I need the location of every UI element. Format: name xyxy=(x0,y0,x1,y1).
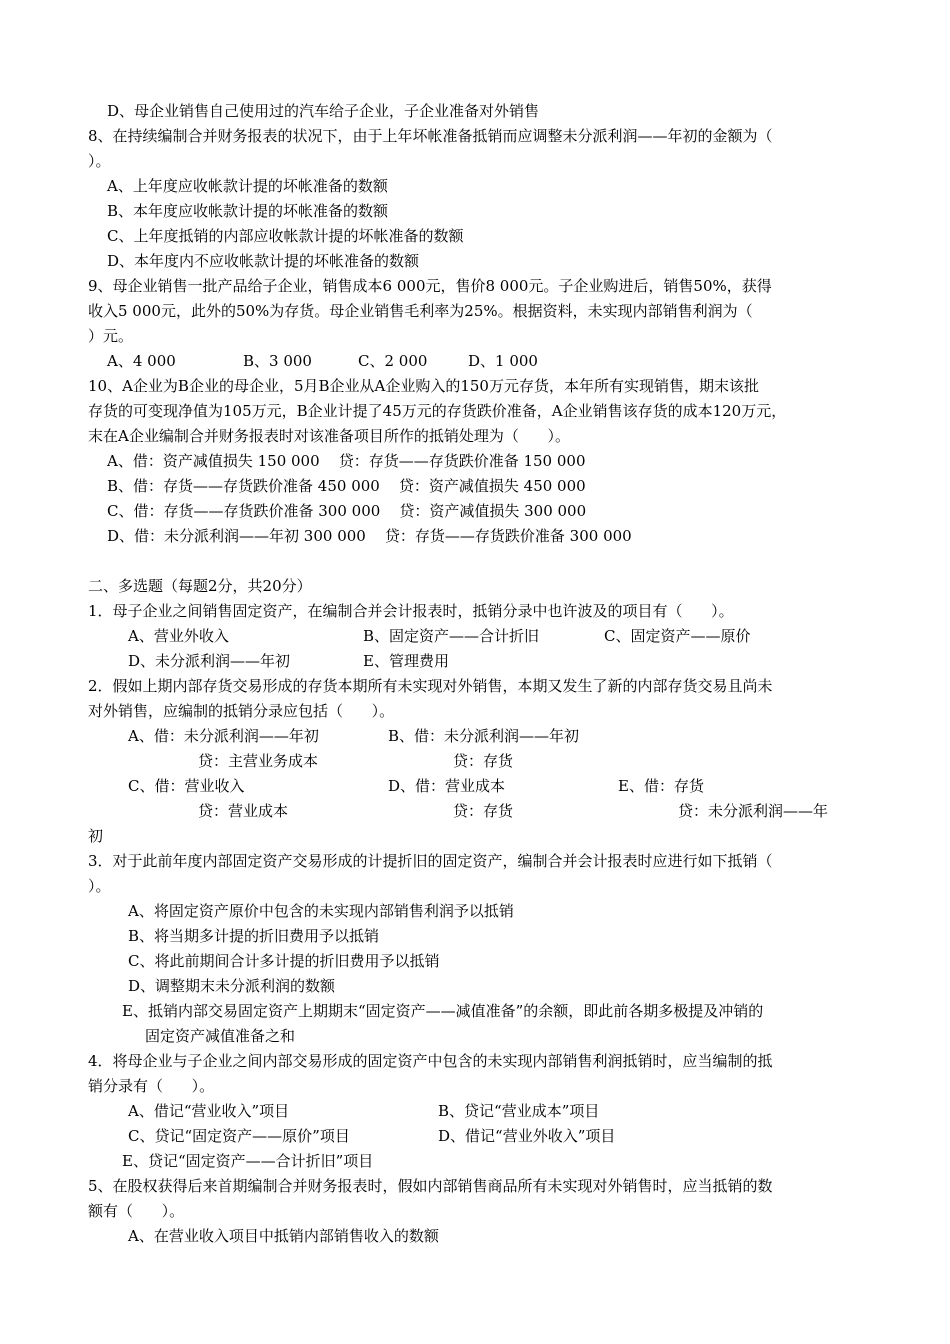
q9-option-a: A、4 000 xyxy=(107,352,176,370)
q8-option-c: C、上年度抵销的内部应收帐款计提的坏帐准备的数额 xyxy=(107,227,464,245)
q10-stem-3: 末在A企业编制合并财务报表时对该准备项目所作的抵销处理为（ ）。 xyxy=(88,427,570,445)
mq2-option-e-debit: E、借：存货 xyxy=(618,777,704,795)
mq4-option-d: D、借记“营业外收入”项目 xyxy=(438,1127,616,1145)
mq1-option-b: B、固定资产——合计折旧 xyxy=(363,627,540,645)
mq3-option-b: B、将当期多计提的折旧费用予以抵销 xyxy=(128,927,380,945)
mq5-option-a: A、在营业收入项目中抵销内部销售收入的数额 xyxy=(128,1227,439,1245)
mq2-option-e-credit-wrap: 初 xyxy=(88,827,104,845)
mq1-option-c: C、固定资产——原价 xyxy=(604,627,751,645)
mq3-option-e-wrap: 固定资产减值准备之和 xyxy=(145,1027,296,1045)
mq3-stem: 3．对于此前年度内部固定资产交易形成的计提折旧的固定资产，编制合并会计报表时应进行如下抵销（ xyxy=(88,852,773,870)
mq2-option-d-debit: D、借：营业成本 xyxy=(388,777,506,795)
mq5-stem-2: 额有（ ）。 xyxy=(88,1202,185,1220)
mq1-option-e: E、管理费用 xyxy=(363,652,449,670)
mq2-stem-2: 对外销售，应编制的抵销分录应包括（ ）。 xyxy=(88,702,395,720)
q8-stem: 8、在持续编制合并财务报表的状况下，由于上年坏帐准备抵销而应调整未分派利润——年初的金额为（ xyxy=(88,127,773,145)
mq3-option-a: A、将固定资产原价中包含的未实现内部销售利润予以抵销 xyxy=(128,902,514,920)
q10-option-c: C、借：存货——存货跌价准备 300 000 贷：资产减值损失 300 000 xyxy=(107,502,587,520)
mq4-option-c: C、贷记“固定资产——原价”项目 xyxy=(128,1127,350,1145)
mq2-option-a-credit: 贷：主营业务成本 xyxy=(198,752,319,770)
q10-option-a: A、借：资产减值损失 150 000 贷：存货——存货跌价准备 150 000 xyxy=(107,452,586,470)
mq1-option-a: A、营业外收入 xyxy=(128,627,229,645)
mq2-option-c-debit: C、借：营业收入 xyxy=(128,777,245,795)
q8-option-a: A、上年度应收帐款计提的坏帐准备的数额 xyxy=(107,177,388,195)
mq4-option-e: E、贷记“固定资产——合计折旧”项目 xyxy=(122,1152,374,1170)
mq2-option-d-credit: 贷：存货 xyxy=(453,802,514,820)
q9-stem-end: ）元。 xyxy=(88,327,134,345)
mq2-option-a-debit: A、借：未分派利润——年初 xyxy=(128,727,319,745)
q9-option-c: C、2 000 xyxy=(358,352,428,370)
mq1-option-d: D、未分派利润——年初 xyxy=(128,652,291,670)
q9-option-d: D、1 000 xyxy=(468,352,538,370)
q9-stem-2: 收入5 000元，此外的50%为存货。母企业销售毛利率为25%。根据资料，未实现内部销售利润为（ xyxy=(88,302,753,320)
mq5-stem: 5、在股权获得后来首期编制合并财务报表时，假如内部销售商品所有未实现对外销售时，应当抵销的数 xyxy=(88,1177,773,1195)
q7-option-d: D、母企业销售自己使用过的汽车给子企业，子企业准备对外销售 xyxy=(107,102,540,120)
q9-stem: 9、母企业销售一批产品给子企业，销售成本6 000元，售价8 000元。子企业购进后，销售50%，获得 xyxy=(88,277,772,295)
mq3-stem-end: ）。 xyxy=(88,877,111,895)
q10-option-b: B、借：存货——存货跌价准备 450 000 贷：资产减值损失 450 000 xyxy=(107,477,586,495)
mq2-option-e-credit: 贷：未分派利润——年 xyxy=(678,802,829,820)
q8-option-b: B、本年度应收帐款计提的坏帐准备的数额 xyxy=(107,202,389,220)
mq2-option-b-debit: B、借：未分派利润——年初 xyxy=(388,727,580,745)
q8-stem-end: ）。 xyxy=(88,152,111,170)
mq2-option-b-credit: 贷：存货 xyxy=(453,752,514,770)
q9-option-b: B、3 000 xyxy=(243,352,312,370)
q10-stem-2: 存货的可变现净值为105万元，B企业计提了45万元的存货跌价准备，A企业销售该存货的成本120万元， xyxy=(88,402,787,420)
q8-option-d: D、本年度内不应收帐款计提的坏帐准备的数额 xyxy=(107,252,420,270)
section-heading-multiple-choice: 二、多选题（每题2分，共20分） xyxy=(88,577,312,595)
mq2-stem: 2．假如上期内部存货交易形成的存货本期所有未实现对外销售，本期又发生了新的内部存货交易且尚未 xyxy=(88,677,773,695)
mq4-stem-2: 销分录有（ ）。 xyxy=(88,1077,215,1095)
q10-stem: 10、A企业为B企业的母企业，5月B企业从A企业购入的150万元存货，本年所有实现销售，期末该批 xyxy=(88,377,759,395)
mq1-stem: 1．母子企业之间销售固定资产，在编制合并会计报表时，抵销分录中也许波及的项目有（ ）。 xyxy=(88,602,734,620)
mq4-option-b: B、贷记“营业成本”项目 xyxy=(438,1102,600,1120)
mq3-option-e: E、抵销内部交易固定资产上期期末“固定资产——减值准备”的余额，即此前各期多极提及冲销的 xyxy=(122,1002,764,1020)
mq3-option-c: C、将此前期间合计多计提的折旧费用予以抵销 xyxy=(128,952,440,970)
mq4-option-a: A、借记“营业收入”项目 xyxy=(128,1102,290,1120)
mq2-option-c-credit: 贷：营业成本 xyxy=(198,802,289,820)
mq3-option-d: D、调整期末未分派利润的数额 xyxy=(128,977,336,995)
q10-option-d: D、借：未分派利润——年初 300 000 贷：存货——存货跌价准备 300 000 xyxy=(107,527,632,545)
mq4-stem: 4．将母企业与子企业之间内部交易形成的固定资产中包含的未实现内部销售利润抵销时，应当编制的抵 xyxy=(88,1052,773,1070)
